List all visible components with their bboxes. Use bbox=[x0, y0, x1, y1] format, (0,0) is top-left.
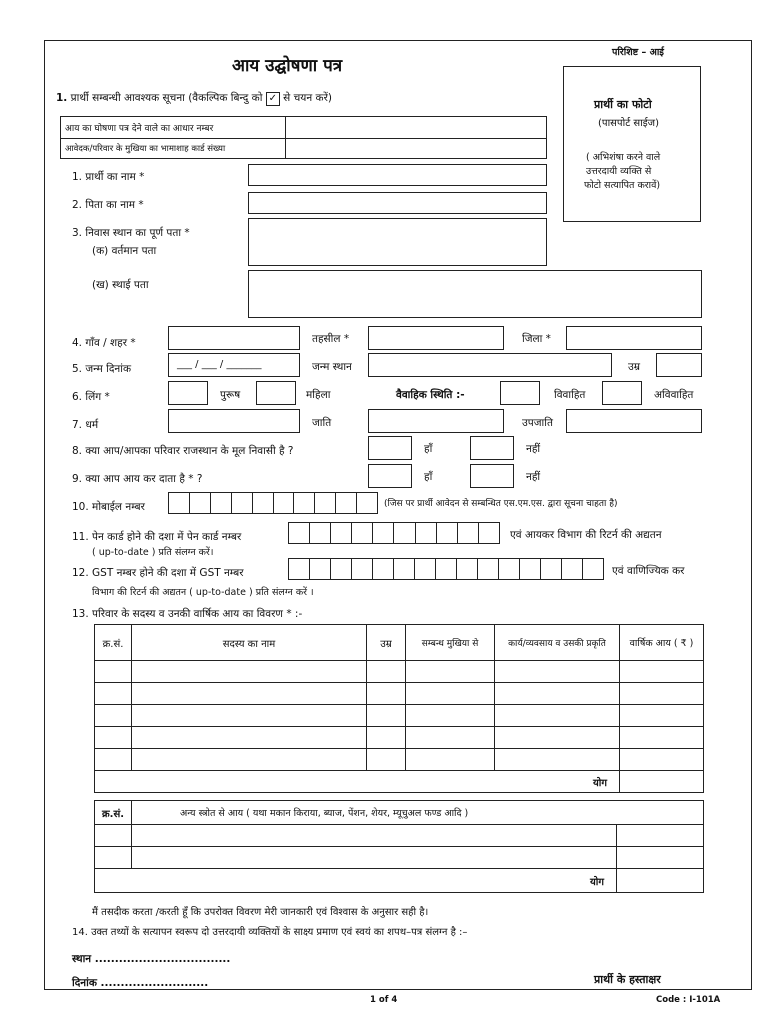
table-row bbox=[95, 749, 704, 771]
age-label: उम्र bbox=[628, 361, 641, 373]
mobile-field[interactable] bbox=[168, 492, 378, 514]
q8-yes-checkbox[interactable] bbox=[368, 436, 412, 460]
unmarried-label: अविवाहित bbox=[654, 389, 694, 401]
item14-text: 14. उक्त तथ्यों के सत्यापन स्वरूप दो उत्तरदायी व्यक्तियों के साक्ष्य प्रमाण एवं स्वयं का शपथ–पत्र संलग्न है :– bbox=[72, 927, 468, 938]
village-label: 4. गाँव / शहर * bbox=[72, 337, 136, 349]
section1-heading bbox=[56, 92, 332, 106]
family-total-label: योग bbox=[95, 771, 620, 793]
q8-no-label: नहीं bbox=[526, 443, 541, 455]
district-label: जिला * bbox=[522, 333, 551, 345]
q8-yes-label: हाँ bbox=[424, 443, 433, 455]
form-code: Code : I-101A bbox=[656, 995, 721, 1005]
family-total-row bbox=[95, 771, 704, 793]
family-table bbox=[94, 624, 704, 793]
age-field[interactable] bbox=[656, 353, 702, 377]
subcaste-field[interactable] bbox=[566, 409, 702, 433]
table-row bbox=[95, 683, 704, 705]
table-row bbox=[95, 661, 704, 683]
dob-field[interactable] bbox=[168, 353, 300, 377]
photo-note-2: उत्तरदायी व्यक्ति से bbox=[586, 166, 652, 177]
declaration-text: मैं तसदीक करता /करती हूँ कि उपरोक्त विवरण मेरी जानकारी एवं विश्वास के अनुसार सही है। bbox=[92, 907, 429, 918]
name-label: 1. प्रार्थी का नाम * bbox=[72, 171, 145, 183]
tehsil-label: तहसील * bbox=[312, 333, 350, 345]
date-label: दिनांक ........................... bbox=[72, 977, 209, 989]
family-col-income: वार्षिक आय ( ₹ ) bbox=[620, 625, 704, 661]
dob-label: 5. जन्म दिनांक bbox=[72, 363, 132, 375]
family-total-field[interactable] bbox=[620, 771, 704, 793]
female-label: महिला bbox=[306, 389, 331, 401]
bhamashah-field[interactable] bbox=[286, 139, 547, 159]
mobile-label: 10. मोबाईल नम्बर bbox=[72, 501, 145, 513]
pan-line2: ( up-to-date ) प्रति संलग्न करें। bbox=[92, 547, 214, 558]
page-title: आय उद्घोषणा पत्र bbox=[232, 56, 343, 76]
q9-no-label: नहीं bbox=[526, 471, 541, 483]
gst-line2: विभाग की रिटर्न की अद्यतन ( up-to-date ) प्रति संलग्न करें । bbox=[92, 587, 314, 598]
marital-label: वैवाहिक स्थिति :- bbox=[396, 389, 465, 401]
q9-yes-label: हाँ bbox=[424, 471, 433, 483]
village-field[interactable] bbox=[168, 326, 300, 350]
family-col-name: सदस्य का नाम bbox=[132, 625, 367, 661]
q9-label: 9. क्या आप आय कर दाता है * ? bbox=[72, 473, 203, 485]
female-checkbox[interactable] bbox=[256, 381, 296, 405]
male-checkbox[interactable] bbox=[168, 381, 208, 405]
section1-suffix: से चयन करें) bbox=[283, 92, 332, 104]
father-label: 2. पिता का नाम * bbox=[72, 199, 144, 211]
permanent-address-label: (ख) स्थाई पता bbox=[92, 279, 149, 291]
family-col-age: उम्र bbox=[367, 625, 406, 661]
q9-no-checkbox[interactable] bbox=[470, 464, 514, 488]
dob-placeholder: ___ / ___ / _______ bbox=[177, 359, 262, 370]
photo-size: (पासपोर्ट साईज) bbox=[598, 118, 660, 129]
caste-field[interactable] bbox=[368, 409, 504, 433]
other-col-source: अन्य स्त्रोत से आय ( यथा मकान किराया, ब्याज, पेंशन, शेयर, म्यूचुअल फण्ड आदि ) bbox=[132, 801, 704, 825]
appendix-tag: परिशिष्ट – आई bbox=[612, 47, 664, 58]
aadhaar-label: आय का घोषणा पत्र देने वाले का आधार नम्बर bbox=[61, 117, 286, 139]
unmarried-checkbox[interactable] bbox=[602, 381, 642, 405]
birthplace-label: जन्म स्थान bbox=[312, 361, 352, 373]
religion-field[interactable] bbox=[168, 409, 300, 433]
table-row bbox=[95, 705, 704, 727]
religion-label: 7. धर्म bbox=[72, 419, 99, 431]
aadhaar-field[interactable] bbox=[286, 117, 547, 139]
q8-no-checkbox[interactable] bbox=[470, 436, 514, 460]
subcaste-label: उपजाति bbox=[522, 417, 553, 429]
photo-box[interactable] bbox=[563, 66, 701, 222]
name-field[interactable] bbox=[248, 164, 547, 186]
married-checkbox[interactable] bbox=[500, 381, 540, 405]
married-label: विवाहित bbox=[554, 389, 586, 401]
other-total-row bbox=[95, 869, 704, 893]
family-label: 13. परिवार के सदस्य व उनकी वार्षिक आय का विवरण * :- bbox=[72, 608, 303, 620]
photo-title: प्रार्थी का फोटो bbox=[594, 98, 652, 111]
table-row bbox=[95, 825, 704, 847]
current-address-field[interactable] bbox=[248, 218, 547, 266]
mobile-note: (जिस पर प्रार्थी आवेदन से सम्बन्धित एस.एम.एस. द्वारा सूचना चाहता है) bbox=[384, 499, 618, 509]
check-mark-icon: ✓ bbox=[266, 92, 280, 106]
pan-suffix: एवं आयकर विभाग की रिटर्न की अद्यतन bbox=[510, 529, 662, 541]
current-address-label: (क) वर्तमान पता bbox=[92, 245, 157, 257]
table-row bbox=[95, 727, 704, 749]
photo-note-3: फोटो सत्यापित करावें) bbox=[584, 180, 661, 191]
father-field[interactable] bbox=[248, 192, 547, 214]
male-label: पुरूष bbox=[220, 389, 241, 401]
table-row bbox=[95, 847, 704, 869]
other-income-table bbox=[94, 800, 704, 893]
caste-label: जाति bbox=[312, 417, 332, 429]
place-label: स्थान .................................. bbox=[72, 953, 231, 965]
family-col-relation: सम्बन्ध मुखिया से bbox=[406, 625, 495, 661]
section1-text: प्रार्थी सम्बन्धी आवश्यक सूचना (वैकल्पिक बिन्दु को bbox=[70, 92, 263, 104]
id-table bbox=[60, 116, 547, 159]
pan-field[interactable] bbox=[288, 522, 500, 544]
family-col-occupation: कार्य/व्यवसाय व उसकी प्रकृति bbox=[495, 625, 620, 661]
other-col-sno: क्र.सं. bbox=[95, 801, 132, 825]
gst-label: 12. GST नम्बर होने की दशा में GST नम्बर bbox=[72, 567, 244, 579]
other-total-field[interactable] bbox=[617, 869, 704, 893]
pan-label: 11. पेन कार्ड होने की दशा में पेन कार्ड नम्बर bbox=[72, 531, 242, 543]
section1-number: 1. bbox=[56, 92, 68, 104]
q8-label: 8. क्या आप/आपका परिवार राजस्थान के मूल निवासी है ? bbox=[72, 445, 294, 457]
district-field[interactable] bbox=[566, 326, 702, 350]
other-total-label: योग bbox=[95, 869, 617, 893]
bhamashah-label: आवेदक/परिवार के मुखिया का भामाशाह कार्ड संख्या bbox=[61, 139, 286, 159]
signature-label: प्रार्थी के हस्ताक्षर bbox=[594, 973, 661, 986]
family-col-sno: क्र.सं. bbox=[95, 625, 132, 661]
birthplace-field[interactable] bbox=[368, 353, 612, 377]
permanent-address-field[interactable] bbox=[248, 270, 702, 318]
tehsil-field[interactable] bbox=[368, 326, 504, 350]
q9-yes-checkbox[interactable] bbox=[368, 464, 412, 488]
photo-note-1: ( अभिशंषा करने वाले bbox=[586, 152, 661, 163]
address-label: 3. निवास स्थान का पूर्ण पता * bbox=[72, 227, 190, 239]
gst-field[interactable] bbox=[288, 558, 604, 580]
page-number: 1 of 4 bbox=[370, 995, 398, 1005]
gst-suffix: एवं वाणिज्यिक कर bbox=[612, 565, 685, 577]
gender-label: 6. लिंग * bbox=[72, 391, 110, 403]
